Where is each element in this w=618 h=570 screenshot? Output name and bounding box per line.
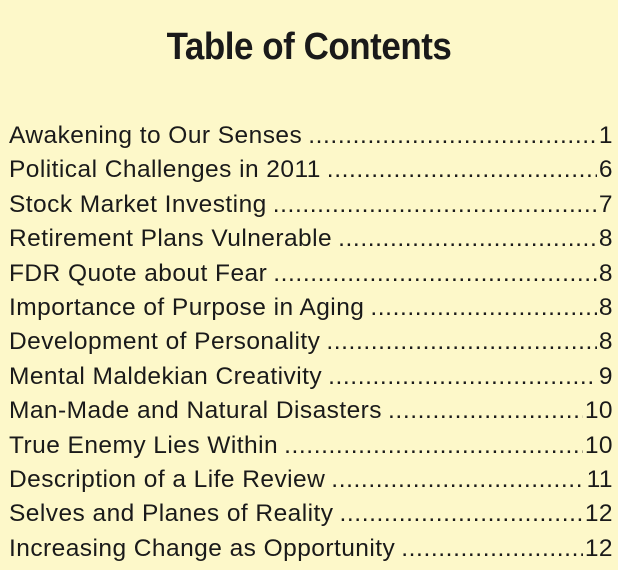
toc-entry-title: Development of Personality [9, 328, 321, 356]
toc-entry-page: 10 [584, 397, 613, 425]
toc-entry[interactable] [9, 360, 613, 394]
toc-entry-page: 6 [598, 156, 613, 184]
toc-entry[interactable] [9, 291, 613, 325]
dot-leader [388, 394, 583, 428]
toc-entry-page: 8 [598, 259, 613, 287]
toc-entry[interactable] [9, 394, 613, 428]
toc-entry[interactable] [9, 532, 613, 566]
toc-entry-page: 12 [584, 534, 613, 562]
toc-entry[interactable] [9, 429, 613, 463]
dot-leader [338, 222, 597, 256]
toc-entry-page: 9 [598, 362, 613, 390]
toc-entry[interactable] [9, 325, 613, 359]
toc-list [9, 119, 613, 566]
toc-entry-page: 10 [584, 431, 613, 459]
toc-entry-page: 8 [598, 328, 613, 356]
toc-entry-title: Increasing Change as Opportunity [9, 534, 396, 562]
dot-leader [308, 119, 597, 153]
dot-leader [327, 153, 597, 187]
toc-entry-title: Description of a Life Review [9, 465, 326, 493]
toc-entry-page: 7 [598, 190, 613, 218]
toc-entry-title: Political Challenges in 2011 [9, 156, 321, 184]
toc-entry[interactable] [9, 257, 613, 291]
toc-entry-title: Retirement Plans Vulnerable [9, 225, 333, 253]
dot-leader [284, 429, 583, 463]
toc-entry-page: 1 [598, 122, 613, 149]
toc-entry-title: Stock Market Investing [9, 190, 267, 218]
toc-entry-title: Importance of Purpose in Aging [9, 293, 365, 321]
toc-entry-page: 8 [598, 293, 613, 321]
toc-entry-page: 11 [586, 465, 613, 493]
dot-leader [273, 257, 597, 291]
toc-entry[interactable] [9, 188, 613, 222]
page-title: Table of Contents [166, 26, 452, 68]
toc-entry-title: True Enemy Lies Within [9, 431, 279, 459]
dot-leader [331, 463, 584, 497]
dot-leader [273, 188, 597, 222]
toc-entry-title: Man-Made and Natural Disasters [9, 397, 382, 425]
dot-leader [339, 497, 582, 531]
dot-leader [401, 532, 583, 566]
toc-entry[interactable] [9, 222, 613, 256]
toc-entry-title: Selves and Planes of Reality [9, 500, 334, 528]
toc-entry-page: 12 [584, 500, 613, 528]
dot-leader [370, 291, 597, 325]
toc-entry-title: Mental Maldekian Creativity [9, 362, 323, 390]
toc-entry-title: Awakening to Our Senses [9, 122, 303, 149]
dot-leader [328, 360, 597, 394]
toc-entry[interactable] [9, 119, 613, 153]
toc-entry-title: FDR Quote about Fear [9, 259, 268, 287]
toc-entry[interactable] [9, 463, 613, 497]
toc-entry-page: 8 [598, 225, 613, 253]
toc-entry[interactable] [9, 153, 613, 187]
toc-entry[interactable] [9, 497, 613, 531]
dot-leader [326, 325, 597, 359]
